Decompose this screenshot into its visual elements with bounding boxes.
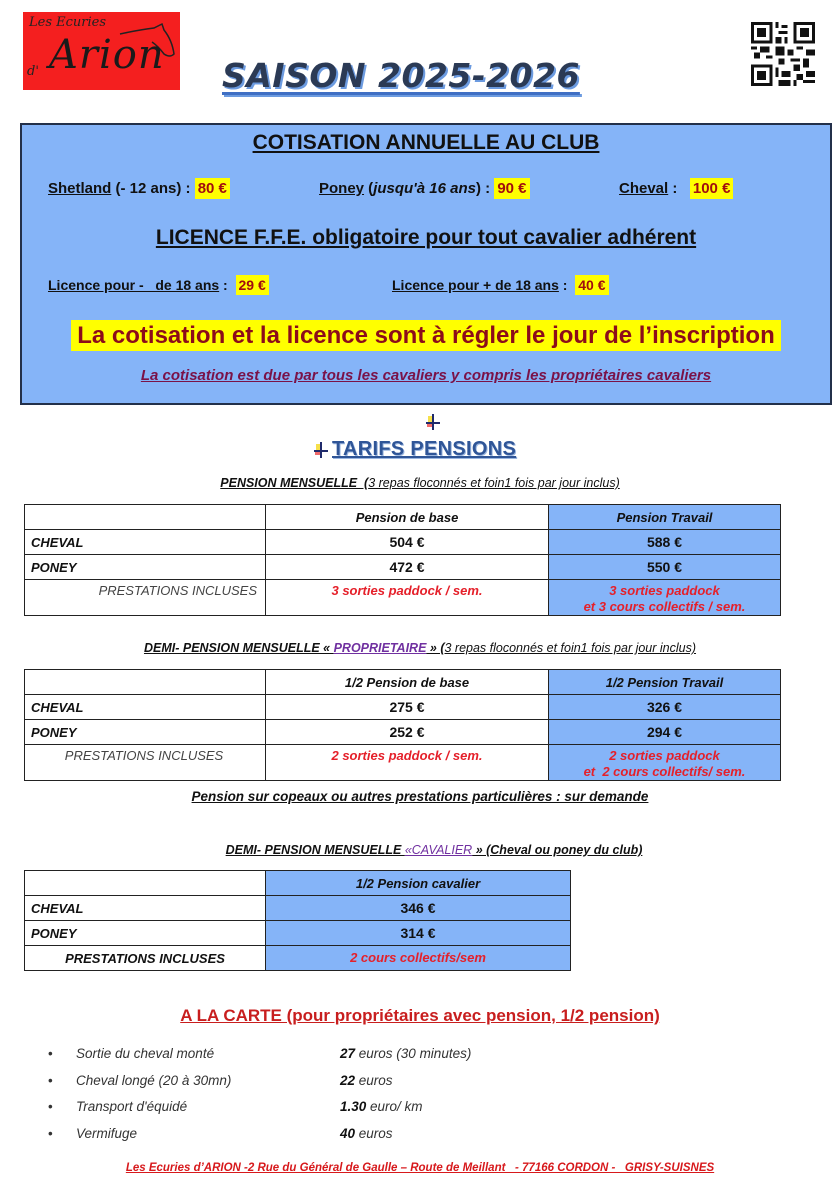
table-row bbox=[25, 695, 781, 720]
qr-code-icon[interactable] bbox=[751, 22, 815, 86]
demi-proprietaire-table bbox=[24, 669, 781, 781]
unit: euros bbox=[355, 1073, 393, 1088]
bullet-icon: • bbox=[48, 1099, 53, 1114]
price-label: Cheval bbox=[619, 180, 669, 197]
price-cheval bbox=[619, 180, 733, 197]
price-detail: : bbox=[668, 180, 690, 197]
price-value: 80 € bbox=[195, 178, 230, 199]
row-label: CHEVAL bbox=[25, 896, 266, 921]
unit: euros bbox=[355, 1126, 393, 1141]
subtitle-rest: 3 repas floconnés et foin1 fois par jour inclus) bbox=[368, 476, 620, 490]
cotisation-box bbox=[20, 123, 832, 405]
price-poney: Poney (jusqu'à 16 ans) : 90 € bbox=[319, 180, 530, 197]
prestations-label: PRESTATIONS INCLUSES bbox=[25, 580, 266, 616]
subtitle-bold2: » ( bbox=[426, 641, 445, 655]
cross-bullet-icon bbox=[314, 442, 328, 458]
payment-notice bbox=[22, 322, 830, 350]
price-base: 472 € bbox=[266, 555, 549, 580]
licence-price: 29 € bbox=[236, 275, 269, 295]
due-notice: La cotisation est due par tous les cavaliers y compris les propriétaires cavaliers bbox=[140, 367, 712, 384]
carte-item-price bbox=[340, 1126, 393, 1141]
row-label: PONEY bbox=[25, 555, 266, 580]
logo-text-line2: Arion bbox=[49, 32, 165, 78]
header-cell bbox=[25, 871, 266, 896]
table-header-row bbox=[25, 505, 781, 530]
carte-item-name: Vermifuge bbox=[76, 1126, 138, 1141]
price-travail: 294 € bbox=[549, 720, 781, 745]
licence-sep: : bbox=[219, 277, 236, 293]
cotisation-title: COTISATION ANNUELLE AU CLUB bbox=[252, 131, 600, 154]
row-label: CHEVAL bbox=[25, 530, 266, 555]
unit: euros (30 minutes) bbox=[355, 1046, 472, 1061]
prestations-line: 3 sorties paddock bbox=[609, 583, 720, 598]
licence-title: LICENCE F.F.E. obligatoire pour tout cavalier adhérent bbox=[155, 226, 697, 249]
licence-sep: : bbox=[558, 277, 576, 293]
subtitle-rest: 3 repas floconnés et foin1 fois par jour inclus) bbox=[444, 641, 697, 655]
copeaux-note: Pension sur copeaux ou autres prestations particulières : sur demande bbox=[191, 789, 649, 804]
carte-item-name: Sortie du cheval monté bbox=[76, 1046, 215, 1061]
price-base: 504 € bbox=[266, 530, 549, 555]
carte-item-name: Cheval longé (20 à 30mn) bbox=[76, 1073, 232, 1088]
price-travail: 588 € bbox=[549, 530, 781, 555]
table-row bbox=[25, 720, 781, 745]
table-row bbox=[25, 580, 781, 616]
bullet-icon: • bbox=[48, 1046, 53, 1061]
header-cell: 1/2 Pension de base bbox=[266, 670, 549, 695]
pension-subtitle bbox=[0, 476, 840, 490]
row-label: PONEY bbox=[25, 720, 266, 745]
header-cell: Pension de base bbox=[266, 505, 549, 530]
table-row bbox=[25, 946, 571, 971]
carte-item-price bbox=[340, 1046, 471, 1061]
amount: 40 bbox=[340, 1126, 356, 1141]
pension-table bbox=[24, 504, 781, 616]
price-detail: : bbox=[480, 180, 495, 197]
price-detail-italic: jusqu'à 16 ans bbox=[373, 180, 476, 197]
price-value: 314 € bbox=[266, 921, 571, 946]
tarifs-title: TARIFS PENSIONS bbox=[332, 438, 517, 460]
amount: 27 bbox=[340, 1046, 356, 1061]
cross-bullet-icon bbox=[426, 414, 440, 430]
licence-under-18 bbox=[48, 277, 269, 293]
season-title: SAISON 2025-2026 bbox=[222, 56, 580, 95]
price-travail: 550 € bbox=[549, 555, 781, 580]
price-base: 252 € bbox=[266, 720, 549, 745]
table-row bbox=[25, 921, 571, 946]
licence-price: 40 € bbox=[575, 275, 608, 295]
amount: 1.30 bbox=[340, 1099, 367, 1114]
price-label: Shetland bbox=[48, 180, 112, 197]
prestations-value: 2 cours collectifs/sem bbox=[266, 946, 571, 971]
licence-label: Licence pour + de 18 ans bbox=[392, 277, 559, 293]
table-row bbox=[25, 896, 571, 921]
footer-address: Les Ecuries d’ARION -2 Rue du Général de Gaulle – Route de Meillant - 77166 CORDON - GRISY-SUISNES bbox=[125, 1162, 715, 1174]
subtitle-highlight: PROPRIETAIRE bbox=[333, 641, 427, 655]
header-cell: 1/2 Pension Travail bbox=[549, 670, 781, 695]
carte-title: A LA CARTE (pour propriétaires avec pension, 1/2 pension) bbox=[180, 1006, 660, 1025]
demi-proprietaire-subtitle bbox=[0, 641, 840, 655]
prestations-line: 2 sorties paddock bbox=[609, 748, 720, 763]
prestations-travail bbox=[549, 745, 781, 781]
price-value: 90 € bbox=[494, 178, 529, 199]
demi-cavalier-subtitle bbox=[0, 843, 840, 857]
price-value: 346 € bbox=[266, 896, 571, 921]
prestations-line: et 2 cours collectifs/ sem. bbox=[583, 764, 746, 779]
header-cell bbox=[25, 670, 266, 695]
subtitle-bold: DEMI- PENSION MENSUELLE « bbox=[143, 641, 334, 655]
table-row bbox=[25, 530, 781, 555]
price-label: Poney bbox=[319, 180, 365, 197]
carte-item-price bbox=[340, 1099, 423, 1114]
prestations-travail bbox=[549, 580, 781, 616]
row-label: PONEY bbox=[25, 921, 266, 946]
bullet-icon: • bbox=[48, 1126, 53, 1141]
price-detail: (- 12 ans) : bbox=[111, 180, 195, 197]
subtitle-rest: » (Cheval ou poney du club) bbox=[472, 843, 643, 857]
prestations-label: PRESTATIONS INCLUSES bbox=[25, 946, 266, 971]
payment-notice-text: La cotisation et la licence sont à régler le jour de l’inscription bbox=[71, 320, 781, 351]
carte-item-price bbox=[340, 1073, 393, 1088]
amount: 22 bbox=[340, 1073, 356, 1088]
prestations-label: PRESTATIONS INCLUSES bbox=[25, 745, 266, 781]
prestations-line: et 3 cours collectifs / sem. bbox=[583, 599, 746, 614]
prestations-base: 2 sorties paddock / sem. bbox=[266, 745, 549, 781]
table-header-row bbox=[25, 871, 571, 896]
logo-text-line1: Les Ecuries bbox=[29, 15, 107, 30]
price-base: 275 € bbox=[266, 695, 549, 720]
carte-item-name: Transport d'équidé bbox=[76, 1099, 188, 1114]
prestations-base: 3 sorties paddock / sem. bbox=[266, 580, 549, 616]
price-travail: 326 € bbox=[549, 695, 781, 720]
price-value: 100 € bbox=[690, 178, 734, 199]
header-cell: Pension Travail bbox=[549, 505, 781, 530]
row-label: CHEVAL bbox=[25, 695, 266, 720]
licence-over-18 bbox=[392, 277, 609, 293]
subtitle-bold: PENSION MENSUELLE ( bbox=[220, 476, 369, 490]
club-logo bbox=[23, 12, 180, 90]
unit: euro/ km bbox=[366, 1099, 423, 1114]
logo-text-line3: d' bbox=[27, 64, 39, 79]
subtitle-bold: DEMI- PENSION MENSUELLE bbox=[225, 843, 405, 857]
table-header-row bbox=[25, 670, 781, 695]
licence-label: Licence pour - de 18 ans bbox=[48, 277, 220, 293]
header-cell: 1/2 Pension cavalier bbox=[266, 871, 571, 896]
table-row bbox=[25, 745, 781, 781]
bullet-icon: • bbox=[48, 1073, 53, 1088]
subtitle-highlight: «CAVALIER bbox=[404, 843, 473, 857]
price-shetland bbox=[48, 180, 230, 197]
table-row bbox=[25, 555, 781, 580]
header-cell bbox=[25, 505, 266, 530]
demi-cavalier-table bbox=[24, 870, 571, 971]
